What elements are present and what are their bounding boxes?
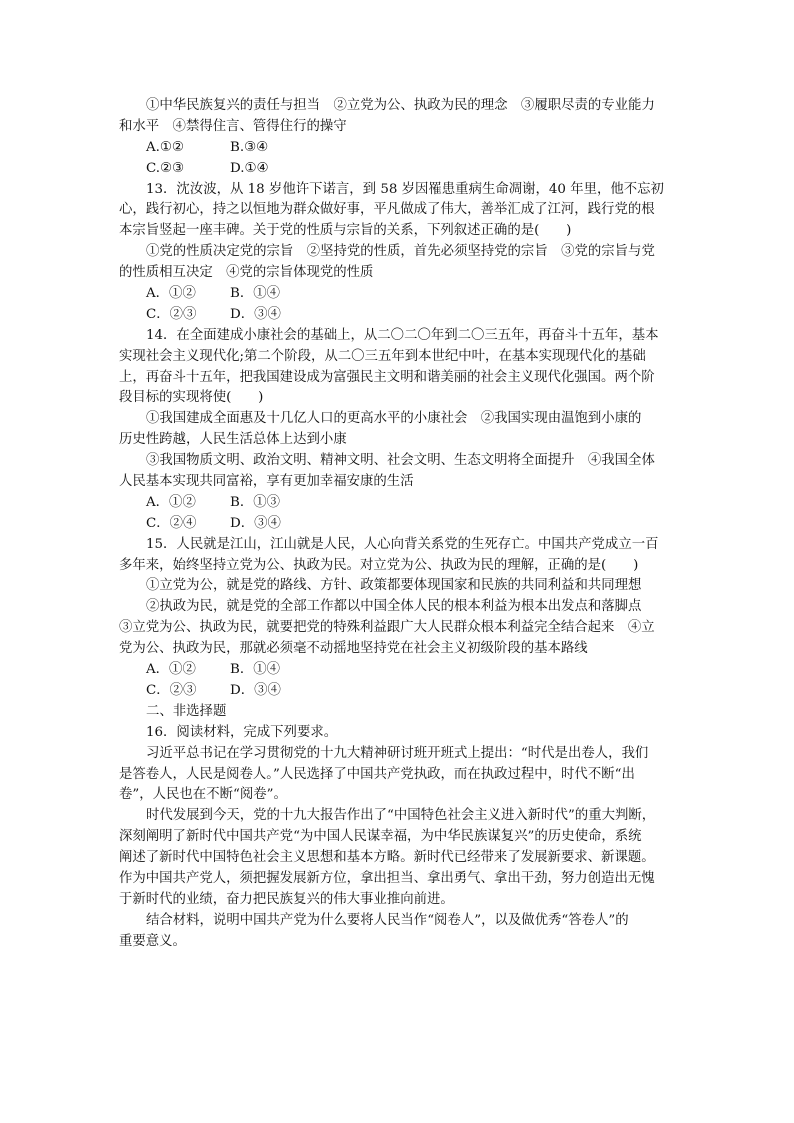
q14-options-line1: ①我国建成全面惠及十几亿人口的更高水平的小康社会 ②我国实现由温饱到小康的: [146, 411, 642, 427]
q16-p1-line3: 卷”，人民也在不断“阅卷”。: [119, 787, 287, 803]
q12-options-line2: 和水平 ④禁得住言、管得住行的操守: [119, 118, 347, 134]
q14-choices-row2: [119, 514, 679, 535]
q16-intro: 16．阅读材料，完成下列要求。: [146, 724, 338, 740]
q13-stem-line2: 心，践行初心，持之以恒地为群众做好事，平凡做成了伟大，善举汇成了江河，践行党的根: [119, 202, 655, 218]
q16-p1-line1: 习近平总书记在学习贯彻党的十九大精神研讨班开班式上提出：“时代是出卷人，我们: [146, 745, 649, 761]
q14-choices-row1: [119, 493, 679, 514]
q15-choice-c: C．②③: [146, 682, 197, 698]
q16-p2-line3: 阐述了新时代中国特色社会主义思想和基本方略。新时代已经带来了发展新要求、新课题。: [119, 850, 655, 866]
q16-p2-line1: 时代发展到今天，党的十九大报告作出了“中国特色社会主义进入新时代”的重大判断，: [146, 808, 656, 824]
q15-stem-line1: 15．人民就是江山，江山就是人民，人心向背关系党的生死存亡。中国共产党成立一百: [146, 536, 659, 552]
q12-choice-c: C.②③: [146, 160, 185, 176]
q14-choice-c: C．②④: [146, 515, 197, 531]
q15-options-line4: 党为公、执政为民，那就必须毫不动摇地坚持党在社会主义初级阶段的基本路线: [119, 641, 588, 657]
q12-choice-a: A.①②: [146, 139, 184, 155]
q15-choice-b: B．①④: [230, 662, 281, 678]
q13-options-line2: 的性质相互决定 ④党的宗旨体现党的性质: [119, 265, 374, 281]
q13-stem-line1: 13．沈汝波，从 18 岁他许下诺言，到 58 岁因罹患重病生命凋谢，40 年里，他不忘初: [146, 181, 664, 197]
q16-p3-line2: 重要意义。: [119, 933, 186, 949]
q15-options-line3: ③立党为公、执政为民，就要把党的特殊利益跟广大人民群众根本利益完全结合起来 ④立: [119, 620, 655, 636]
q14-stem-line2: 实现社会主义现代化;第二个阶段，从二〇三五年到本世纪中叶，在基本实现现代化的基础: [119, 348, 646, 364]
q12-options-line1: ①中华民族复兴的责任与担当 ②立党为公、执政为民的理念 ③履职尽责的专业能力: [146, 98, 655, 113]
q16-p2-line2: 深刻阐明了新时代中国共产党“为中国人民谋幸福，为中华民族谋复兴”的历史使命，系统: [119, 829, 642, 845]
q14-stem-line4: 段目标的实现将使( ): [119, 390, 264, 406]
q13-choice-a: A．①②: [146, 286, 196, 302]
q15-stem-line2: 多年来，始终坚持立党为公、执政为民。对立党为公、执政为民的理解，正确的是( ): [119, 557, 639, 573]
q13-stem-line3: 本宗旨竖起一座丰碑。关于党的性质与宗旨的关系，下列叙述正确的是( ): [119, 223, 572, 239]
q13-options-line1: ①党的性质决定党的宗旨 ②坚持党的性质，首先必须坚持党的宗旨 ③党的宗旨与党: [146, 244, 655, 260]
q15-choices-row1: [119, 660, 679, 681]
q14-stem-line3: 上，再奋斗十五年，把我国建设成为富强民主文明和谐美丽的社会主义现代化强国。两个阶: [119, 369, 655, 385]
q12-choice-d: D.①④: [230, 160, 269, 176]
q13-choices-row2: [119, 305, 679, 326]
q14-choice-d: D．③④: [230, 515, 281, 531]
q14-options-line4: 人民基本实现共同富裕，享有更加幸福安康的生活: [119, 474, 414, 490]
q15-options-line2: ②执政为民，就是党的全部工作都以中国全体人民的根本利益为根本出发点和落脚点: [146, 599, 642, 615]
q12-choice-b: B.③④: [230, 139, 269, 155]
document-page: [119, 96, 679, 953]
q15-choice-d: D．③④: [230, 682, 281, 698]
q13-choice-c: C．②③: [146, 306, 197, 322]
q16-p2-line4: 作为中国共产党人，须把握发展新方位，拿出担当、拿出勇气、拿出干劲，努力创造出无愧: [119, 870, 655, 886]
q16-p3-line1: 结合材料，说明中国共产党为什么要将人民当作“阅卷人”，以及做优秀“答卷人”的: [146, 912, 629, 928]
q16-p1-line2: 是答卷人，人民是阅卷人。”人民选择了中国共产党执政，而在执政过程中，时代不断“出: [119, 766, 635, 782]
q15-options-line1: ①立党为公，就是党的路线、方针、政策都要体现国家和民族的共同利益和共同理想: [146, 578, 642, 594]
q14-choice-a: A．①②: [146, 494, 196, 510]
q16-p2-line5: 于新时代的业绩，奋力把民族复兴的伟大事业推向前进。: [119, 891, 454, 907]
q14-options-line3: ③我国物质文明、政治文明、精神文明、社会文明、生态文明将全面提升 ④我国全体: [146, 453, 655, 469]
q14-stem-line1: 14．在全面建成小康社会的基础上，从二〇二〇年到二〇三五年，再奋斗十五年，基本: [146, 327, 659, 343]
q13-choice-b: B．①④: [230, 286, 281, 302]
section-heading: 二、非选择题: [146, 703, 227, 719]
q13-choices-row1: [119, 284, 679, 305]
q12-choices-row2: [119, 159, 679, 180]
q15-choice-a: A．①②: [146, 662, 196, 678]
q12-choices-row1: [119, 138, 679, 159]
q15-choices-row2: [119, 681, 679, 702]
q14-options-line2: 历史性跨越，人民生活总体上达到小康: [119, 432, 347, 448]
q13-choice-d: D．③④: [230, 306, 281, 322]
q14-choice-b: B．①③: [230, 494, 281, 510]
